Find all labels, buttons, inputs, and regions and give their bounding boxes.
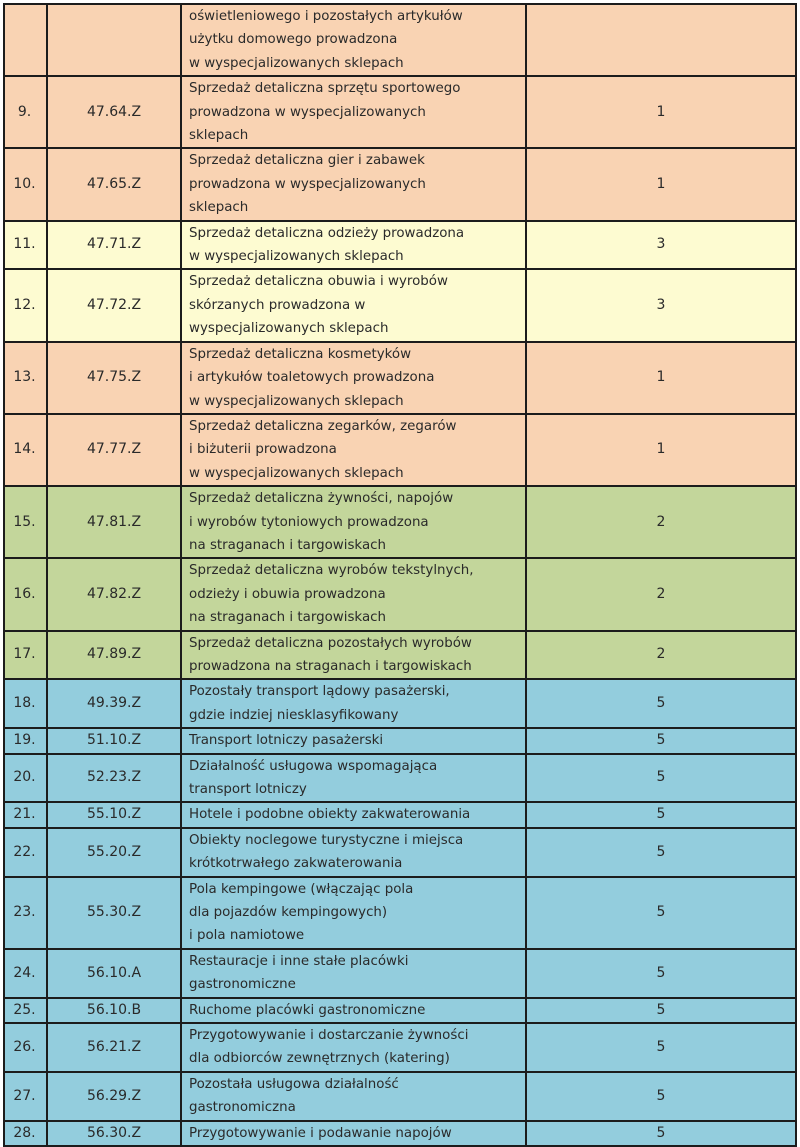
description-line: gastronomiczne: [189, 977, 296, 993]
activity-description: [181, 4, 526, 76]
pkd-code: 56.10.A: [47, 949, 181, 998]
activity-description: [181, 342, 526, 414]
table-row: [4, 754, 796, 803]
pkd-code: 51.10.Z: [47, 728, 181, 753]
table-row: [4, 486, 796, 558]
pkd-code: 47.75.Z: [47, 342, 181, 414]
row-value: 5: [526, 828, 796, 877]
description-line: Sprzedaż detaliczna sprzętu sportowego: [189, 81, 461, 97]
table-body: [4, 4, 796, 1146]
description-line: oświetleniowego i pozostałych artykułów: [189, 9, 463, 24]
description-line: dla odbiorców zewnętrznych (katering): [189, 1051, 450, 1067]
pkd-code: 47.72.Z: [47, 269, 181, 341]
activity-description: [181, 802, 526, 827]
row-number: 27.: [4, 1072, 47, 1121]
description-line: Obiekty noclegowe turystyczne i miejsca: [189, 832, 464, 848]
table-row: [4, 269, 796, 341]
pkd-code: 47.81.Z: [47, 486, 181, 558]
row-number: 23.: [4, 877, 47, 949]
activity-description: [181, 1072, 526, 1121]
row-value: 3: [526, 269, 796, 341]
description-line: Ruchome placówki gastronomiczne: [189, 1002, 426, 1018]
table-row: [4, 679, 796, 728]
pkd-code: 55.20.Z: [47, 828, 181, 877]
row-number: 10.: [4, 148, 47, 220]
description-line: Transport lotniczy pasażerski: [189, 733, 384, 749]
table-row: [4, 558, 796, 630]
row-number: 17.: [4, 631, 47, 680]
description-line: dla pojazdów kempingowych): [189, 905, 388, 921]
description-line: i pola namiotowe: [189, 928, 305, 944]
row-value: 5: [526, 1023, 796, 1072]
description-line: w wyspecjalizowanych sklepach: [189, 249, 404, 265]
row-value: [526, 4, 796, 76]
description-line: i biżuterii prowadzona: [189, 442, 337, 458]
pkd-code: 55.30.Z: [47, 877, 181, 949]
pkd-code: 55.10.Z: [47, 802, 181, 827]
row-value: 3: [526, 221, 796, 270]
row-number: 26.: [4, 1023, 47, 1072]
description-line: na straganach i targowiskach: [189, 537, 387, 553]
pkd-code: 47.89.Z: [47, 631, 181, 680]
row-number: 24.: [4, 949, 47, 998]
description-line: użytku domowego prowadzona: [189, 32, 398, 48]
description-line: Przygotowywanie i dostarczanie żywności: [189, 1028, 469, 1044]
table-row: [4, 342, 796, 414]
row-value: 1: [526, 342, 796, 414]
description-line: skórzanych prowadzona w: [189, 297, 366, 313]
pkd-code: 47.82.Z: [47, 558, 181, 630]
description-line: Hotele i podobne obiekty zakwaterowania: [189, 807, 471, 823]
activity-description: [181, 558, 526, 630]
row-value: 5: [526, 754, 796, 803]
description-line: krótkotrwałego zakwaterowania: [189, 856, 403, 872]
description-line: prowadzona w wyspecjalizowanych: [189, 176, 426, 192]
row-number: [4, 4, 47, 76]
description-line: w wyspecjalizowanych sklepach: [189, 393, 404, 409]
row-value: 1: [526, 148, 796, 220]
row-number: 25.: [4, 998, 47, 1023]
row-number: 20.: [4, 754, 47, 803]
table-row: [4, 728, 796, 753]
pkd-code: [47, 4, 181, 76]
activity-description: [181, 877, 526, 949]
activity-description: [181, 1121, 526, 1146]
row-value: 5: [526, 728, 796, 753]
table-row: [4, 1121, 796, 1146]
activity-description: [181, 1023, 526, 1072]
table-row: [4, 221, 796, 270]
description-line: Sprzedaż detaliczna wyrobów tekstylnych,: [189, 563, 474, 579]
table-row: [4, 631, 796, 680]
pkd-code: 52.23.Z: [47, 754, 181, 803]
row-value: 2: [526, 486, 796, 558]
description-line: Pola kempingowe (włączając pola: [189, 881, 414, 897]
row-number: 22.: [4, 828, 47, 877]
description-line: Sprzedaż detaliczna gier i zabawek: [189, 153, 425, 169]
row-number: 16.: [4, 558, 47, 630]
description-line: Pozostały transport lądowy pasażerski,: [189, 684, 450, 700]
description-line: i wyrobów tytoniowych prowadzona: [189, 514, 429, 530]
description-line: w wyspecjalizowanych sklepach: [189, 55, 404, 71]
description-line: wyspecjalizowanych sklepach: [189, 321, 389, 337]
table-row: [4, 949, 796, 998]
pkd-code: 56.10.B: [47, 998, 181, 1023]
description-line: sklepach: [189, 128, 249, 144]
activity-description: [181, 949, 526, 998]
description-line: gastronomiczna: [189, 1100, 296, 1116]
table-row: [4, 877, 796, 949]
table-row: [4, 1023, 796, 1072]
description-line: Sprzedaż detaliczna obuwia i wyrobów: [189, 274, 448, 290]
pkd-code: 56.29.Z: [47, 1072, 181, 1121]
activity-description: [181, 148, 526, 220]
table-row: [4, 414, 796, 486]
row-number: 11.: [4, 221, 47, 270]
table-row: [4, 828, 796, 877]
activity-description: [181, 679, 526, 728]
row-number: 9.: [4, 76, 47, 148]
description-line: Przygotowywanie i podawanie napojów: [189, 1125, 452, 1141]
activity-description: [181, 269, 526, 341]
table-row: [4, 4, 796, 76]
activity-description: [181, 631, 526, 680]
row-value: 5: [526, 1121, 796, 1146]
activity-description: [181, 76, 526, 148]
pkd-code: 47.65.Z: [47, 148, 181, 220]
description-line: Sprzedaż detaliczna żywności, napojów: [189, 491, 454, 507]
description-line: Działalność usługowa wspomagająca: [189, 758, 438, 774]
row-value: 5: [526, 998, 796, 1023]
description-line: odzieży i obuwia prowadzona: [189, 586, 386, 602]
row-number: 15.: [4, 486, 47, 558]
row-value: 2: [526, 631, 796, 680]
table-row: [4, 76, 796, 148]
row-number: 21.: [4, 802, 47, 827]
description-line: na straganach i targowiskach: [189, 610, 387, 626]
row-value: 5: [526, 877, 796, 949]
description-line: prowadzona w wyspecjalizowanych: [189, 104, 426, 120]
row-number: 19.: [4, 728, 47, 753]
row-number: 14.: [4, 414, 47, 486]
description-line: transport lotniczy: [189, 782, 307, 797]
table-row: [4, 998, 796, 1023]
row-value: 5: [526, 802, 796, 827]
pkd-code: 49.39.Z: [47, 679, 181, 728]
description-line: Sprzedaż detaliczna pozostałych wyrobów: [189, 635, 472, 651]
description-line: Sprzedaż detaliczna kosmetyków: [189, 346, 412, 362]
pkd-code: 56.30.Z: [47, 1121, 181, 1146]
table-row: [4, 148, 796, 220]
row-value: 5: [526, 679, 796, 728]
row-value: 2: [526, 558, 796, 630]
row-number: 28.: [4, 1121, 47, 1146]
activity-description: [181, 221, 526, 270]
activity-description: [181, 414, 526, 486]
row-value: 5: [526, 1072, 796, 1121]
description-line: w wyspecjalizowanych sklepach: [189, 465, 404, 481]
table-row: [4, 802, 796, 827]
row-number: 18.: [4, 679, 47, 728]
row-value: 1: [526, 76, 796, 148]
activity-description: [181, 828, 526, 877]
activity-description: [181, 998, 526, 1023]
row-number: 13.: [4, 342, 47, 414]
description-line: Restauracje i inne stałe placówki: [189, 953, 409, 969]
pkd-code: 56.21.Z: [47, 1023, 181, 1072]
row-number: 12.: [4, 269, 47, 341]
table-row: [4, 1072, 796, 1121]
activity-description: [181, 486, 526, 558]
description-line: prowadzona na straganach i targowiskach: [189, 658, 472, 674]
description-line: sklepach: [189, 200, 249, 216]
description-line: Sprzedaż detaliczna zegarków, zegarów: [189, 418, 457, 434]
pkd-code: 47.64.Z: [47, 76, 181, 148]
activity-description: [181, 728, 526, 753]
pkd-code: 47.77.Z: [47, 414, 181, 486]
pkd-table: [3, 3, 797, 1147]
activity-description: [181, 754, 526, 803]
description-line: Pozostała usługowa działalność: [189, 1076, 399, 1092]
pkd-code: 47.71.Z: [47, 221, 181, 270]
row-value: 1: [526, 414, 796, 486]
description-line: i artykułów toaletowych prowadzona: [189, 370, 435, 386]
description-line: Sprzedaż detaliczna odzieży prowadzona: [189, 225, 465, 241]
row-value: 5: [526, 949, 796, 998]
description-line: gdzie indziej niesklasyfikowany: [189, 707, 399, 723]
